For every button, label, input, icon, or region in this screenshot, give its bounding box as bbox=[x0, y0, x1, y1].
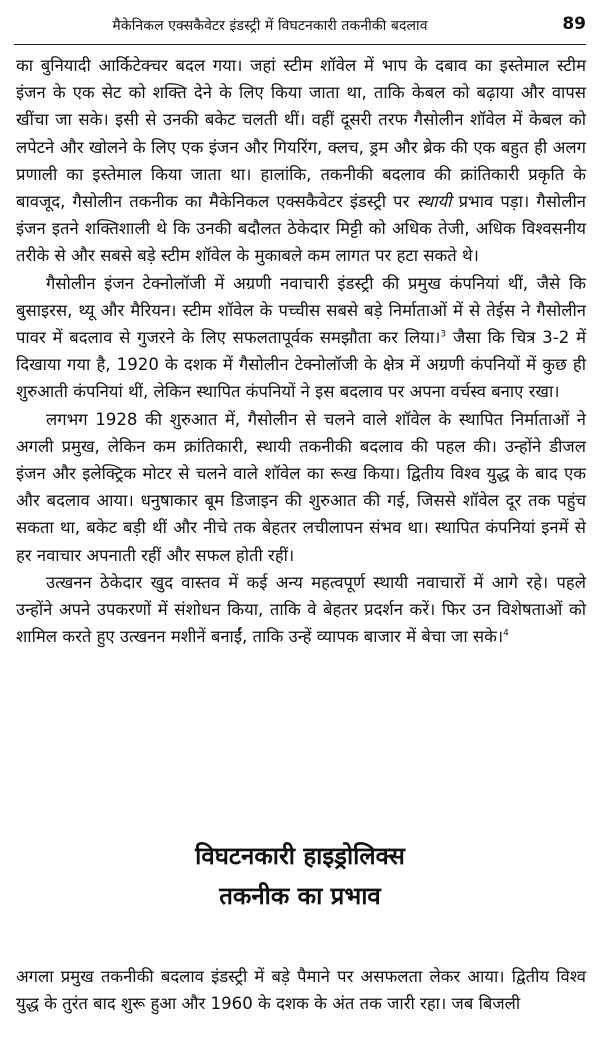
section-heading-line-2: तकनीक का प्रभाव bbox=[219, 882, 381, 910]
paragraph-3: लगभग 1928 की शुरुआत में, गैसोलीन से चलने वाले शॉवेल के स्थापित निर्माताओं ने अगली प्रमुख, लेकिन कम क्रांतिकारी, स्थायी तकनीकी बदलाव की पहल की। उन्होंने डीजल इंजन और इलेक्ट्रिक मोटर से चलने वाले शॉवेल का रूख किया। द्वितीय विश्व युद्ध के बाद एक और बदलाव आया। धनुषाकार बूम डिजाइन की शुरुआत की गई, जिससे शॉवेल दूर तक पहुंच सकता था, बकेट बड़ी थीं और नीचे तक बेहतर लचीलापन संभव था। स्थापित कंपनियां इनमें से हर नवाचार अपनाती रहीं और सफल होती रहीं। bbox=[16, 409, 586, 565]
paragraph-2-text-a: गैसोलीन इंजन टेक्नोलॉजी में अग्रणी नवाचारी इंडस्ट्री की प्रमुख कंपनियां थीं, जैसे कि बुसाइरस, थ्यू और मैरियन। स्टीम शॉवेल के पच्चीस सबसे बड़े निर्माताओं में से तेईस ने गैसोलीन पावर में बदलाव से गुजरने के लिए सफलतापूर्वक समझौता कर लिया। bbox=[16, 273, 586, 348]
running-header bbox=[14, 10, 586, 45]
emphasis-sthayi: स्थायी bbox=[416, 192, 452, 212]
section-heading-line-1: विघटनकारी हाइड्रोलिक्स bbox=[195, 842, 405, 870]
paragraph-2 bbox=[16, 270, 586, 406]
paragraph-5: अगला प्रमुख तकनीकी बदलाव इंडस्ट्री में बड़े पैमाने पर असफलता लेकर आया। द्वितीय विश्व युद्ध के तुरंत बाद शुरू हुआ और 1960 के दशक के अंत तक जारी रहा। जब बिजली bbox=[16, 967, 586, 1014]
closing-text bbox=[16, 963, 586, 1017]
footnote-ref-4: 4 bbox=[503, 628, 509, 639]
section-heading bbox=[0, 836, 600, 916]
running-title: मैकेनिकल एक्सकैवेटर इंडस्ट्री में विघटनकारी तकनीकी बदलाव bbox=[112, 18, 428, 34]
paragraph-1 bbox=[16, 52, 586, 270]
body-text bbox=[16, 52, 586, 650]
paragraph-4 bbox=[16, 569, 586, 651]
paragraph-2-text-b: जैसा कि चित्र 3-2 में दिखाया गया है, 1920 के दशक में गैसोलीन टेक्नोलॉजी के क्षेत्र में अग्रणी कंपनियों में कुछ ही शुरुआती कंपनियां थीं, लेकिन स्थापित कंपनियों ने इस बदलाव पर अपना वर्चस्व बनाए रखा। bbox=[16, 328, 587, 402]
paragraph-4-text: उत्खनन ठेकेदार खुद वास्तव में कई अन्य महत्वपूर्ण स्थायी नवाचारों में आगे रहे। पहले उन्होंने अपने उपकरणों में संशोधन किया, ताकि वे बेहतर प्रदर्शन करें। फिर उन विशेषताओं को शामिल करते हुए उत्खनन मशीनें बनाईं, ताकि उन्हें व्यापक बाजार में बेचा जा सके। bbox=[16, 572, 586, 647]
page-number: 89 bbox=[562, 14, 586, 34]
paragraph-1-text-a: का बुनियादी आर्किटेक्चर बदल गया। जहां स्टीम शॉवेल में भाप के दबाव का इस्तेमाल स्टीम इंजन के एक सेट को शक्ति देने के लिए किया जाता था, ताकि केबल को बढ़ाया और वापस खींचा जा सके। इसी से उनकी बकेट चलती थीं। वहीं दूसरी तरफ गैसोलीन शॉवेल में केबल को लपेटने और खोलने के लिए एक इंजन और गियरिंग, क्लच, ड्रम और ब्रेक की एक बहुत ही अलग प्रणाली का इस्तेमाल किया जाता था। हालांकि, तकनीकी बदलाव की क्रांतिकारी प्रकृति के बावजूद, गैसोलीन तकनीक का मैकेनिकल एक्सकैवेटर इंडस्ट्री पर bbox=[16, 56, 586, 212]
paragraph-1-text-b: प्रभाव पड़ा। गैसोलीन इंजन इतने शक्तिशाली थे कि उनकी बदौलत ठेकेदार मिट्टी को अधिक तेजी, अधिक विश्वसनीय तरीके से और सबसे बड़े स्टीम शॉवेल के मुकाबले कम लागत पर हटा सकते थे। bbox=[16, 192, 586, 266]
footnote-ref-3: 3 bbox=[440, 329, 447, 340]
